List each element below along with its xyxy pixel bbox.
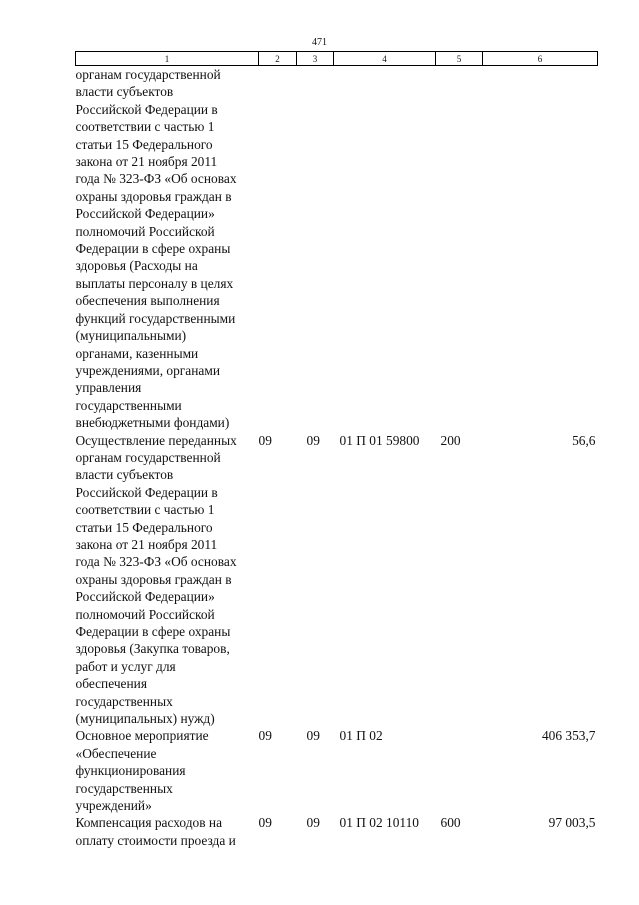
row-expense-type: 600 (440, 815, 461, 831)
row-target-article: 01 П 02 10110 (339, 815, 419, 831)
row-expense-type (436, 66, 483, 432)
row-amount (483, 66, 598, 432)
header-row (76, 52, 598, 66)
row-section: 09 (258, 728, 272, 744)
table-row (76, 727, 598, 814)
column-header-2: 2 (259, 52, 297, 66)
table-header (76, 52, 598, 66)
row-target-article: 01 П 01 59800 (339, 432, 420, 448)
budget-table (75, 51, 598, 849)
table-body (76, 66, 598, 850)
row-amount: 97 003,5 (548, 815, 596, 831)
row-target-article: 01 П 02 (339, 728, 383, 744)
column-header-4: 4 (334, 52, 436, 66)
row-section (259, 66, 297, 432)
row-amount: 56,6 (572, 432, 596, 448)
row-name: Компенсация расходов на оплату стоимости проезда и (75, 815, 236, 848)
row-subsection: 09 (306, 728, 320, 744)
column-header-5: 5 (436, 52, 483, 66)
row-section: 09 (258, 432, 272, 448)
row-section: 09 (258, 815, 272, 831)
column-header-6: 6 (483, 52, 598, 66)
row-subsection: 09 (306, 815, 320, 831)
row-target-article (334, 66, 436, 432)
row-name: органам государственной власти субъектов Российской Федерации в соответствии с частью 1 статьи 15 Федерального закона от 21 ноября 2011 года № 323-ФЗ «Об основах охраны здоровья граждан в Российской Федерации» полномочий Российской Федерации в сфере охраны здоровья (Расходы на выплаты персоналу в целях обеспечения выполнения функций государственными (муниципальными) органами, казенными учреждениями, органами управления государственными внебюджетными фондами) (75, 67, 237, 431)
table-row (76, 66, 598, 432)
row-subsection (297, 66, 334, 432)
column-header-1: 1 (76, 52, 259, 66)
row-name: Осуществление переданных органам государственной власти субъектов Российской Федерации в соответствии с частью 1 статьи 15 Федерального закона от 21 ноября 2011 года № 323-ФЗ «Об основах охраны здоровья граждан в Российской Федерации» полномочий Российской Федерации в сфере охраны здоровья (Закупка товаров, работ и услуг для обеспечения государственных (муниципальных) нужд) (75, 432, 237, 727)
page-number: 471 (312, 37, 327, 48)
row-expense-type: 200 (440, 432, 461, 448)
row-name: Основное мероприятие «Обеспечение функционирования государственных учреждений» (75, 728, 209, 814)
row-subsection: 09 (306, 432, 320, 448)
row-expense-type (436, 727, 483, 814)
column-header-3: 3 (297, 52, 334, 66)
table-row (76, 814, 598, 849)
table-row (76, 432, 598, 728)
row-amount: 406 353,7 (541, 728, 596, 744)
